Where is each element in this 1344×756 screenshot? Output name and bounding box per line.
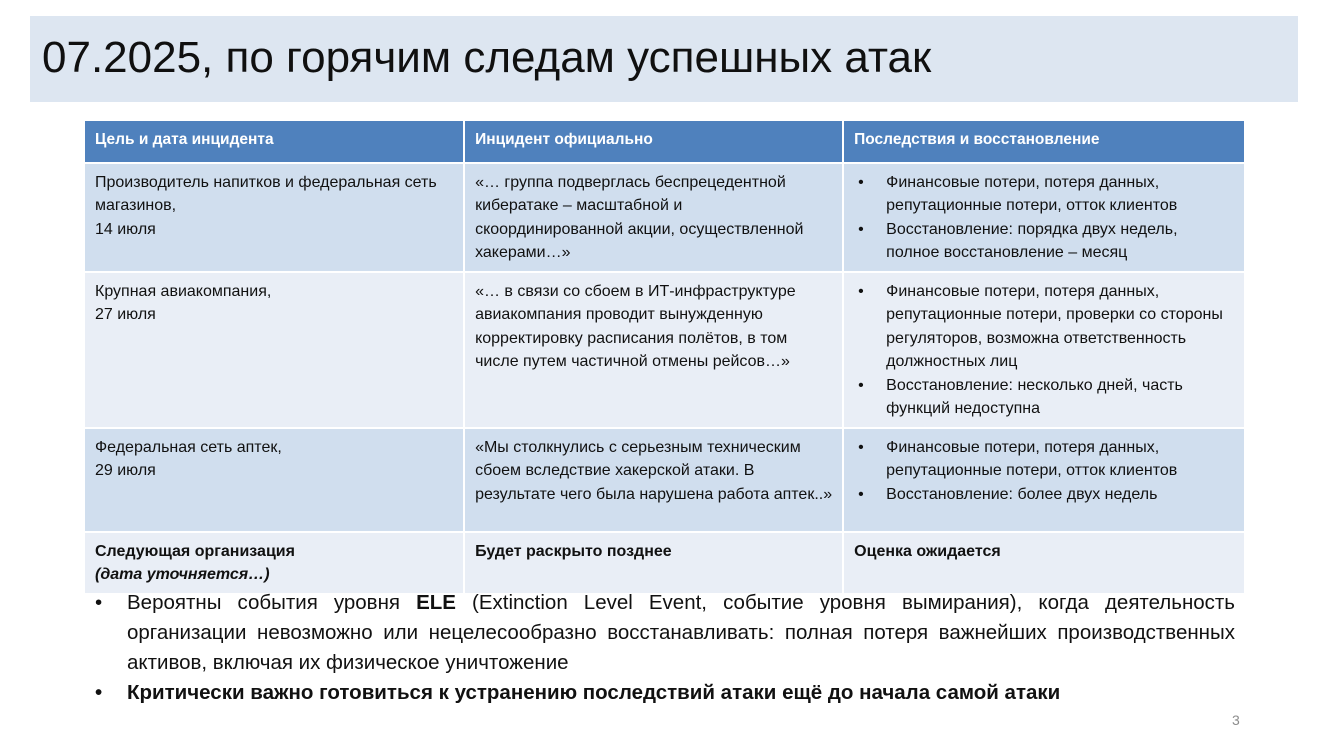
list-item: • Восстановление: несколько дней, часть функций недоступна xyxy=(854,374,1234,421)
list-item: • Финансовые потери, потеря данных, репутационные потери, отток клиентов xyxy=(854,436,1234,483)
cell-official: Будет раскрыто позднее xyxy=(464,532,843,594)
cell-official: «Мы столкнулись с серьезным техническим сбоем вследствие хакерской атаки. В результате чего была нарушена работа аптек..» xyxy=(464,428,843,532)
incident-table xyxy=(85,121,1244,595)
table-row xyxy=(85,163,1244,272)
cell-target xyxy=(85,272,464,428)
cell-official: «… группа подверглась беспрецедентной кибератаке – масштабной и скоординированной акции, осуществленной хакерами…» xyxy=(464,163,843,272)
table-row xyxy=(85,428,1244,532)
list-item: • Финансовые потери, потеря данных, репутационные потери, отток клиентов xyxy=(854,171,1234,218)
header-consequences: Последствия и восстановление xyxy=(843,121,1244,163)
consequences-list xyxy=(854,171,1234,265)
target-date: 29 июля xyxy=(95,462,156,479)
note-ele-term: ELE xyxy=(416,591,456,614)
note-text: Вероятны события уровня xyxy=(127,591,417,614)
target-name: Следующая организация xyxy=(95,542,295,560)
cell-consequences xyxy=(843,428,1244,532)
page-number: 3 xyxy=(1232,712,1240,728)
notes-list xyxy=(95,588,1235,708)
consequences-list xyxy=(854,280,1234,421)
title-bar xyxy=(30,16,1298,102)
target-name: Федеральная сеть аптек, xyxy=(95,438,282,456)
cell-consequences xyxy=(843,163,1244,272)
header-official: Инцидент официально xyxy=(464,121,843,163)
note-item: • Критически важно готовиться к устранению последствий атаки ещё до начала самой атаки xyxy=(95,678,1235,708)
slide-title: 07.2025, по горячим следам успешных атак xyxy=(42,33,932,82)
header-target-date: Цель и дата инцидента xyxy=(85,121,464,163)
cell-consequences xyxy=(843,272,1244,428)
cell-consequences: Оценка ожидается xyxy=(843,532,1244,594)
table-row xyxy=(85,272,1244,428)
target-date-note: (дата уточняется…) xyxy=(95,566,270,583)
list-item: • Финансовые потери, потеря данных, репутационные потери, проверки со стороны регуляторов, возможна ответственность должностных лиц xyxy=(854,280,1234,374)
note-item xyxy=(95,588,1235,678)
table-row xyxy=(85,532,1244,594)
target-name: Крупная авиакомпания, xyxy=(95,282,272,300)
cell-target xyxy=(85,163,464,272)
cell-target xyxy=(85,532,464,594)
cell-target xyxy=(85,428,464,532)
note-text: (Extinction Level Event, событие уровня вымирания), когда деятельность организации невозможно или нецелесообразно восстанавливать: полная потеря важнейших производственных активов, включая их физическое уничтожение xyxy=(127,591,1235,674)
target-date: 27 июля xyxy=(95,306,156,323)
cell-official: «… в связи со сбоем в ИТ-инфраструктуре авиакомпания проводит вынужденную корректировку расписания полётов, в том числе путем частичной отмены рейсов…» xyxy=(464,272,843,428)
list-item: • Восстановление: более двух недель xyxy=(854,483,1234,507)
target-name: Производитель напитков и федеральная сеть магазинов, xyxy=(95,173,437,214)
consequences-list xyxy=(854,436,1234,507)
table-header-row xyxy=(85,121,1244,163)
list-item: • Восстановление: порядка двух недель, полное восстановление – месяц xyxy=(854,218,1234,265)
target-date: 14 июля xyxy=(95,220,156,238)
